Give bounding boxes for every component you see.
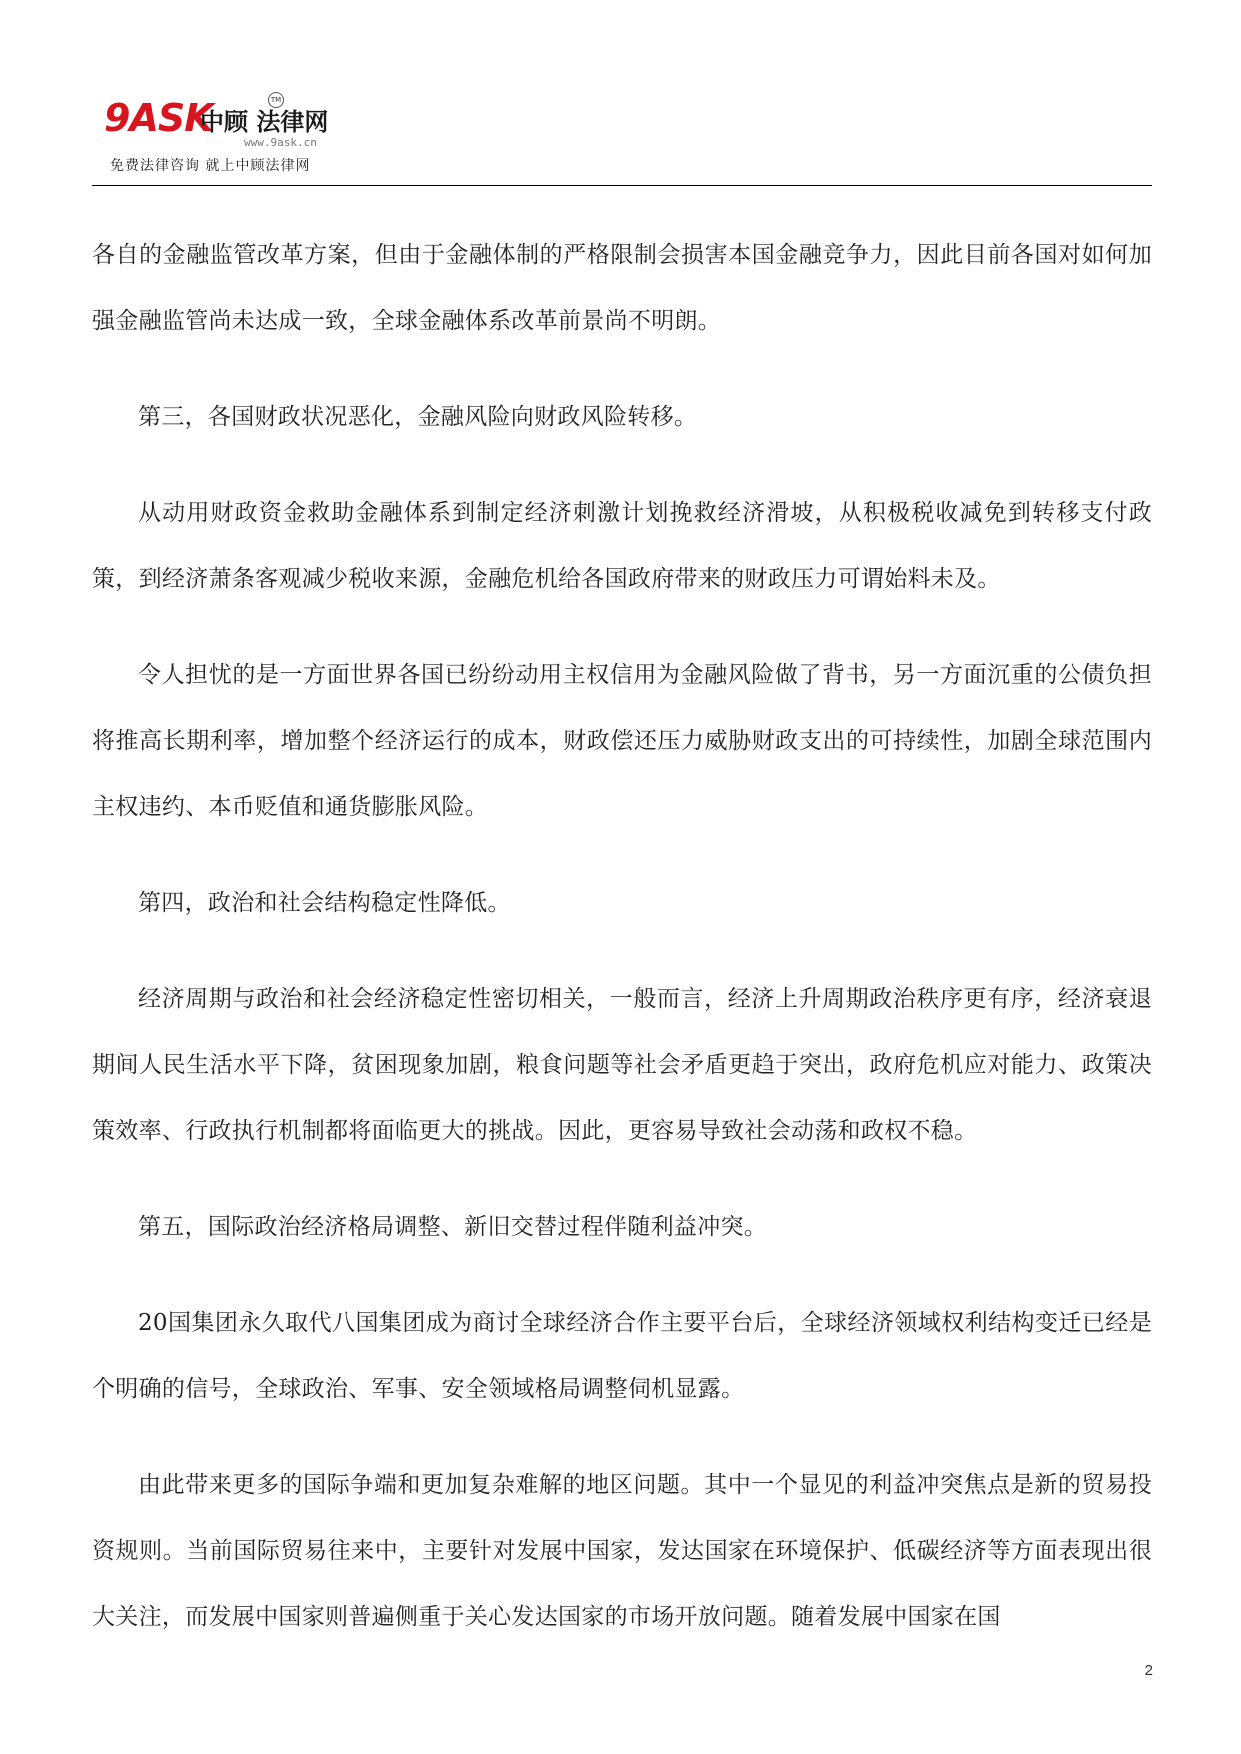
paragraph: 第五，国际政治经济格局调整、新旧交替过程伴随利益冲突。 (138, 1214, 768, 1240)
paragraph: 经济周期与政治和社会经济稳定性密切相关，一般而言，经济上升周期政治秩序更有序，经济衰退期间人民生活水平下降，贫困现象加剧，粮食问题等社会矛盾更趋于突出，政府危机应对能力、政策决策效率、行政执行机制都将面临更大的挑战。因此，更容易导致社会动荡和政权不稳。 (92, 986, 1152, 1144)
site-logo[interactable] (104, 84, 344, 164)
document-body (92, 222, 1152, 1650)
trademark-icon: TM (268, 92, 284, 108)
paragraph: 第三，各国财政状况恶化，金融风险向财政风险转移。 (138, 404, 698, 430)
paragraph: 第四，政治和社会结构稳定性降低。 (138, 890, 511, 916)
paragraph: 20国集团永久取代八国集团成为商讨全球经济合作主要平台后，全球经济领域权利结构变迁已经是个明确的信号，全球政治、军事、安全领域格局调整伺机显露。 (92, 1310, 1152, 1402)
header-tagline: 免费法律咨询 就上中顾法律网 (110, 158, 311, 174)
page-header (92, 84, 1152, 184)
logo-name: 中顾 法律网 (200, 108, 329, 136)
paragraph: 从动用财政资金救助金融体系到制定经济刺激计划挽救经济滑坡，从积极税收减免到转移支付政策，到经济萧条客观减少税收来源，金融危机给各国政府带来的财政压力可谓始料未及。 (92, 500, 1152, 592)
page-number: 2 (1144, 1662, 1153, 1679)
paragraph: 令人担忧的是一方面世界各国已纷纷动用主权信用为金融风险做了背书，另一方面沉重的公债负担将推高长期利率，增加整个经济运行的成本，财政偿还压力威胁财政支出的可持续性，加剧全球范围内主权违约、本币贬值和通货膨胀风险。 (92, 662, 1152, 820)
logo-mark: 9ASK (104, 96, 213, 140)
paragraph: 由此带来更多的国际争端和更加复杂难解的地区问题。其中一个显见的利益冲突焦点是新的贸易投资规则。当前国际贸易往来中，主要针对发展中国家，发达国家在环境保护、低碳经济等方面表现出很大关注，而发展中国家则普遍侧重于关心发达国家的市场开放问题。随着发展中国家在国 (92, 1472, 1152, 1630)
paragraph: 各自的金融监管改革方案，但由于金融体制的严格限制会损害本国金融竞争力，因此目前各国对如何加强金融监管尚未达成一致，全球金融体系改革前景尚不明朗。 (92, 242, 1152, 334)
logo-url: www.9ask.cn (244, 136, 317, 149)
header-divider (92, 185, 1152, 186)
